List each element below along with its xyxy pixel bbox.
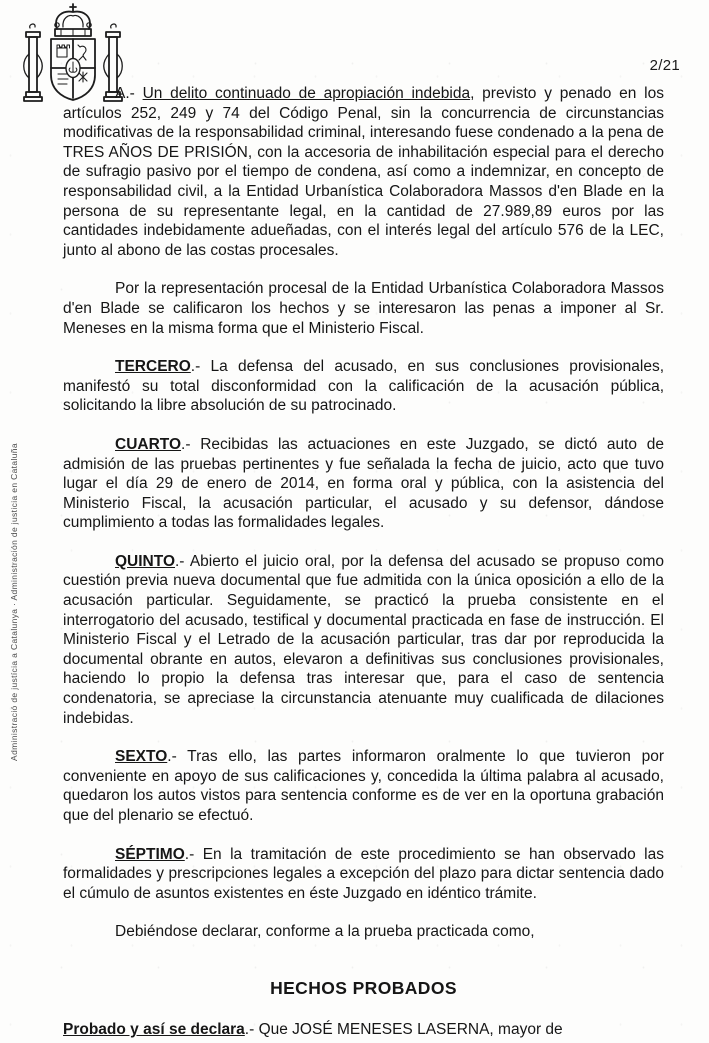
text-segment: .- Tras ello, las partes informaron oralmente lo que tuvieron por conveniente en apoyo de sus calificaciones y, concedida la última palabra al acusado, quedaron los autos vistos para sentencia conforme es de ver en la oportuna grabación que del plenario se efectuó.: [63, 748, 664, 824]
text-segment: TERCERO: [115, 358, 191, 376]
text-segment: CUARTO: [115, 435, 182, 453]
paragraph-debiendose-declarar: [63, 922, 664, 942]
section-heading-hechos-probados: [63, 979, 664, 999]
text-segment: Un delito continuado de apropiación indebida: [142, 85, 471, 102]
paragraph-cuarto: [63, 435, 664, 533]
paragraph-probado-declara: [63, 1020, 664, 1040]
text-segment: .- En la tramitación de este procedimiento se han observado las formalidades y prescripciones legales a excepción del plazo para dictar sentencia dado el cúmulo de asuntos existentes en éste Juzgado en idéntico trámite.: [63, 845, 664, 902]
paragraph-tercero: [63, 357, 664, 416]
paragraph-sexto: [63, 747, 664, 825]
text-segment: .- Recibidas las actuaciones en este Juzgado, se dictó auto de admisión de las pruebas pertinentes y fue señalada la fecha de juicio, acto que tuvo lugar el día 29 de enero de 2014, en forma oral y pública, con la asistencia del Ministerio Fiscal, la acusación particular, el acusado y su defensor, dándose cumplimiento a todas las formalidades legales.: [63, 435, 664, 532]
document-body: [63, 84, 664, 1039]
text-segment: QUINTO: [115, 552, 175, 570]
paragraph-apropiacion-indebida: [63, 84, 664, 260]
text-segment: Por la representación procesal de la Entidad Urbanística Colaboradora Massos d'en Blade se calificaron los hechos y se interesaron las penas a imponer al Sr. Meneses en la misma forma que el Ministerio Fiscal.: [63, 280, 664, 337]
text-segment: .- La defensa del acusado, en sus conclusiones provisionales, manifestó su total disconformidad con la calificación de la acusación pública, solicitando la libre absolución de su patrocinado.: [63, 358, 664, 415]
text-segment: SÉPTIMO: [115, 845, 185, 863]
margin-caption-administracion-justicia: Administració de justícia a Catalunya · Administración de justicia en Cataluña: [9, 443, 19, 761]
paragraph-septimo: [63, 845, 664, 904]
text-segment: Probado y así se declara: [63, 1020, 245, 1038]
text-segment: .- Que JOSÉ MENESES LASERNA, mayor de: [244, 1020, 563, 1038]
text-segment: A.-: [115, 85, 143, 102]
text-segment: .- Abierto el juicio oral, por la defensa del acusado se propuso como cuestión previa nueva documental que fue admitida con la única oposición a ello de la acusación particular. Seguidamente, se practicó la prueba consistente en el interrogatorio del acusado, testifical y documental practicada en fase de instrucción. El Ministerio Fiscal y el Letrado de la acusación particular, tras dar por reproducida la documental obrante en autos, elevaron a definitivas sus conclusiones provisionales, haciendo lo propio la defensa tras interesar que, para el caso de sentencia condenatoria, se apreciase la circunstancia atenuante muy cualificada de dilaciones indebidas.: [63, 552, 664, 727]
paragraph-representacion-procesal: [63, 279, 664, 338]
page-number: 2/21: [649, 57, 680, 74]
paragraph-quinto: [63, 552, 664, 728]
text-segment: HECHOS PROBADOS: [270, 977, 457, 998]
text-segment: Debiéndose declarar, conforme a la prueba practicada como,: [115, 923, 535, 941]
text-segment: SEXTO: [115, 748, 168, 766]
text-segment: , previsto y penado en los artículos 252, 249 y 74 del Código Penal, sin la concurrencia de circunstancias modificativas de la responsabilidad criminal, interesando fuese condenado a la pena de TRES AÑOS DE PRISIÓN, con la accesoria de inhabilitación especial para el derecho de sufragio pasivo por el tiempo de condena, así como a indemnizar, en concepto de responsabilidad civil, a la Entidad Urbanística Colaboradora Massos d'en Blade en la persona de su representante legal, en la cantidad de 27.989,89 euros por las cantidades indebidamente adueñadas, con el interés legal del artículo 576 de la LEC, junto al abono de las costas procesales.: [63, 85, 664, 259]
